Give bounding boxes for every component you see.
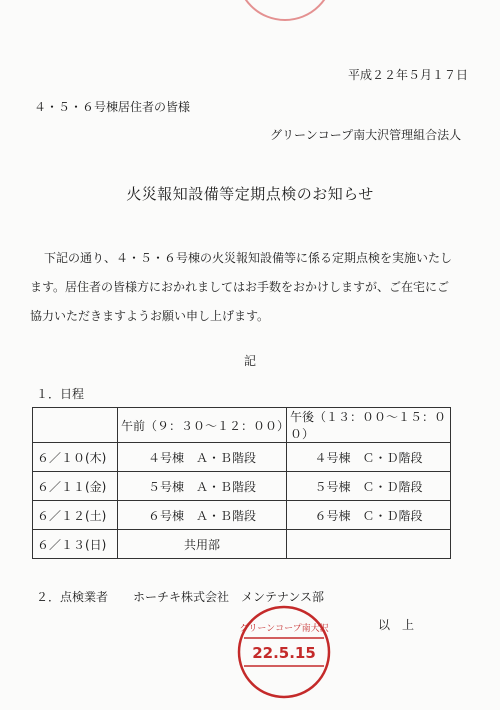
table-header-row [33,408,451,443]
date-stamp [236,604,332,700]
table-header-cell: 午前（９：３０～１２：００） [118,408,287,443]
table-cell-pm [287,530,451,559]
table-cell-date: ６／１２(土) [33,501,118,530]
table-cell-date: ６／１１(金) [33,472,118,501]
table-cell-pm: ６号棟 Ｃ・Ｄ階段 [287,501,451,530]
table-cell-am: 共用部 [118,530,287,559]
table-cell-pm: ５号棟 Ｃ・Ｄ階段 [287,472,451,501]
stamp-name: グリーンコープ南大沢 [239,624,329,634]
table-row [33,443,451,472]
table-header-cell: 午後（１３：００～１５：００） [287,408,451,443]
top-stamp-fragment [230,0,340,30]
ki-marker: 記 [243,354,256,368]
contractor-name: ホーチキ株式会社 メンテナンス部 [133,590,325,604]
sender-line: グリーンコープ南大沢管理組合法人 [270,128,462,142]
stamp-date: 22.5.15 [252,644,316,662]
body-line-1: 下記の通り、４・５・６号棟の火災報知設備等に係る定期点検を実施いたし [44,251,453,265]
contractor-heading: ２．点検業者 [36,590,109,604]
table-cell-date: ６／１０(木) [33,443,118,472]
body-paragraph [30,244,460,331]
table-cell-am: ５号棟 Ａ・Ｂ階段 [118,472,287,501]
recipient-line: ４・５・６号棟居住者の皆様 [34,100,191,114]
table-row [33,501,451,530]
document-date: 平成２２年５月１７日 [348,68,469,82]
table-cell-pm: ４号棟 Ｃ・Ｄ階段 [287,443,451,472]
schedule-table [32,407,451,559]
body-line-3: 協力いただきますようお願い申し上げます。 [30,309,270,323]
body-line-2: ます。居住者の皆様方におかれましてはお手数をおかけしますが、ご在宅にご [30,280,450,294]
table-cell-date: ６／１３(日) [33,530,118,559]
table-cell-am: ６号棟 Ａ・Ｂ階段 [118,501,287,530]
closing-mark: 以 上 [378,618,415,632]
table-cell-am: ４号棟 Ａ・Ｂ階段 [118,443,287,472]
table-row [33,472,451,501]
schedule-heading: １．日程 [36,387,85,401]
document-title: 火災報知設備等定期点検のお知らせ [126,185,374,203]
table-header-cell [33,408,118,443]
table-row [33,530,451,559]
